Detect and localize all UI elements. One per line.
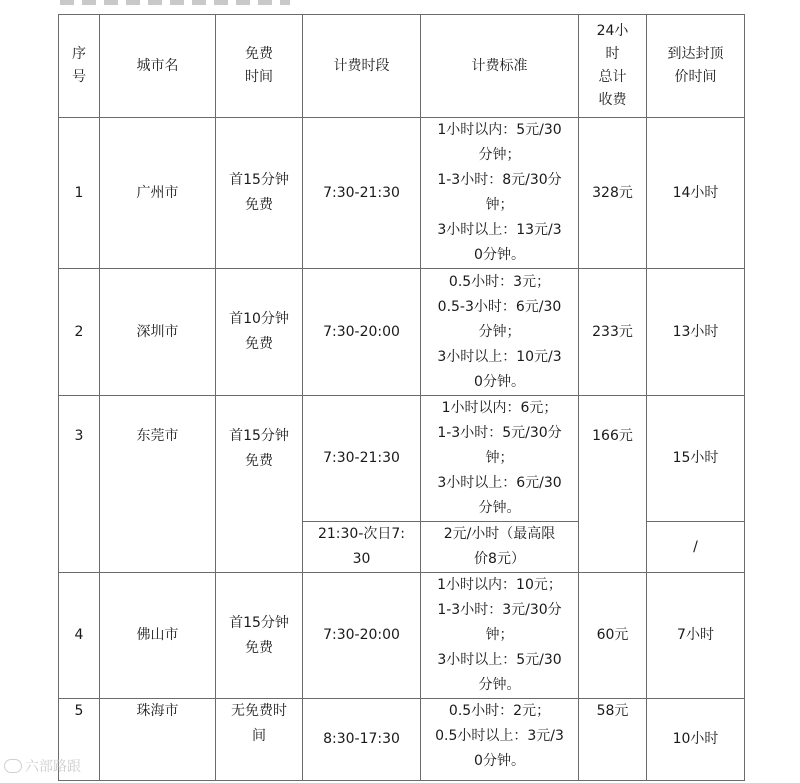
cell-period: 8:30-17:30 [303,699,421,781]
cell-standard: 1小时以内：10元； 1-3小时：3元/30分 钟； 3小时以上：5元/30 分钟。 [421,573,579,699]
cell-free-time: 无免费时 间 [216,699,303,781]
table-row [59,269,745,396]
cell-no: 4 [59,573,100,699]
cell-cap-time: 15小时 [647,396,745,522]
parking-fee-table [58,14,745,781]
cell-standard: 0.5小时：2元； 0.5小时以上：3元/3 0分钟。 [421,699,579,781]
header-no: 序 号 [59,15,100,118]
cell-no: 5 [59,699,100,781]
cell-free-time: 首10分钟 免费 [216,269,303,396]
header-standard: 计费标准 [421,15,579,118]
cell-city: 广州市 [100,118,216,269]
header-period: 计费时段 [303,15,421,118]
cell-free-time: 首15分钟 免费 [216,118,303,269]
cell-cap-time: 10小时 [647,699,745,781]
table-row [59,118,745,269]
cell-no: 1 [59,118,100,269]
cell-24h-total: 58元 [579,699,647,781]
cell-24h-total: 233元 [579,269,647,396]
cell-24h-total: 166元 [579,396,647,573]
cell-free-time: 首15分钟 免费 [216,573,303,699]
cell-24h-total: 328元 [579,118,647,269]
header-cap-time: 到达封顶 价时间 [647,15,745,118]
cell-free-time: 首15分钟 免费 [216,396,303,573]
cell-period: 7:30-20:00 [303,269,421,396]
cell-24h-total: 60元 [579,573,647,699]
cell-period-night: 21:30-次日7: 30 [303,522,421,573]
cell-period: 7:30-21:30 [303,118,421,269]
cell-standard: 1小时以内：6元； 1-3小时：5元/30分 钟； 3小时以上：6元/30 分钟。 [421,396,579,522]
cell-cap-time: 13小时 [647,269,745,396]
cell-period: 7:30-20:00 [303,573,421,699]
cell-no: 2 [59,269,100,396]
cell-cap-time: 14小时 [647,118,745,269]
cell-standard: 0.5小时：3元； 0.5-3小时：6元/30 分钟； 3小时以上：10元/3 0分钟。 [421,269,579,396]
cell-city: 佛山市 [100,573,216,699]
cell-cap-time-night: / [647,522,745,573]
table-row [59,396,745,522]
cell-city: 珠海市 [100,699,216,781]
header-row [59,15,745,118]
cell-period: 7:30-21:30 [303,396,421,522]
watermark-text: 六部路跟 [25,759,81,775]
cell-city: 东莞市 [100,396,216,573]
cell-city: 深圳市 [100,269,216,396]
cropped-title-strip [60,0,290,5]
cell-cap-time: 7小时 [647,573,745,699]
watermark [4,756,81,776]
header-free-time: 免费 时间 [216,15,303,118]
table-row [59,699,745,781]
cell-standard: 1小时以内：5元/30 分钟； 1-3小时：8元/30分 钟； 3小时以上：13元/3 0分钟。 [421,118,579,269]
header-24h-total: 24小 时 总计 收费 [579,15,647,118]
header-city: 城市名 [100,15,216,118]
table-row [59,573,745,699]
cell-standard-night: 2元/小时（最高限 价8元） [421,522,579,573]
watermark-logo-icon [4,759,22,773]
cell-no: 3 [59,396,100,573]
